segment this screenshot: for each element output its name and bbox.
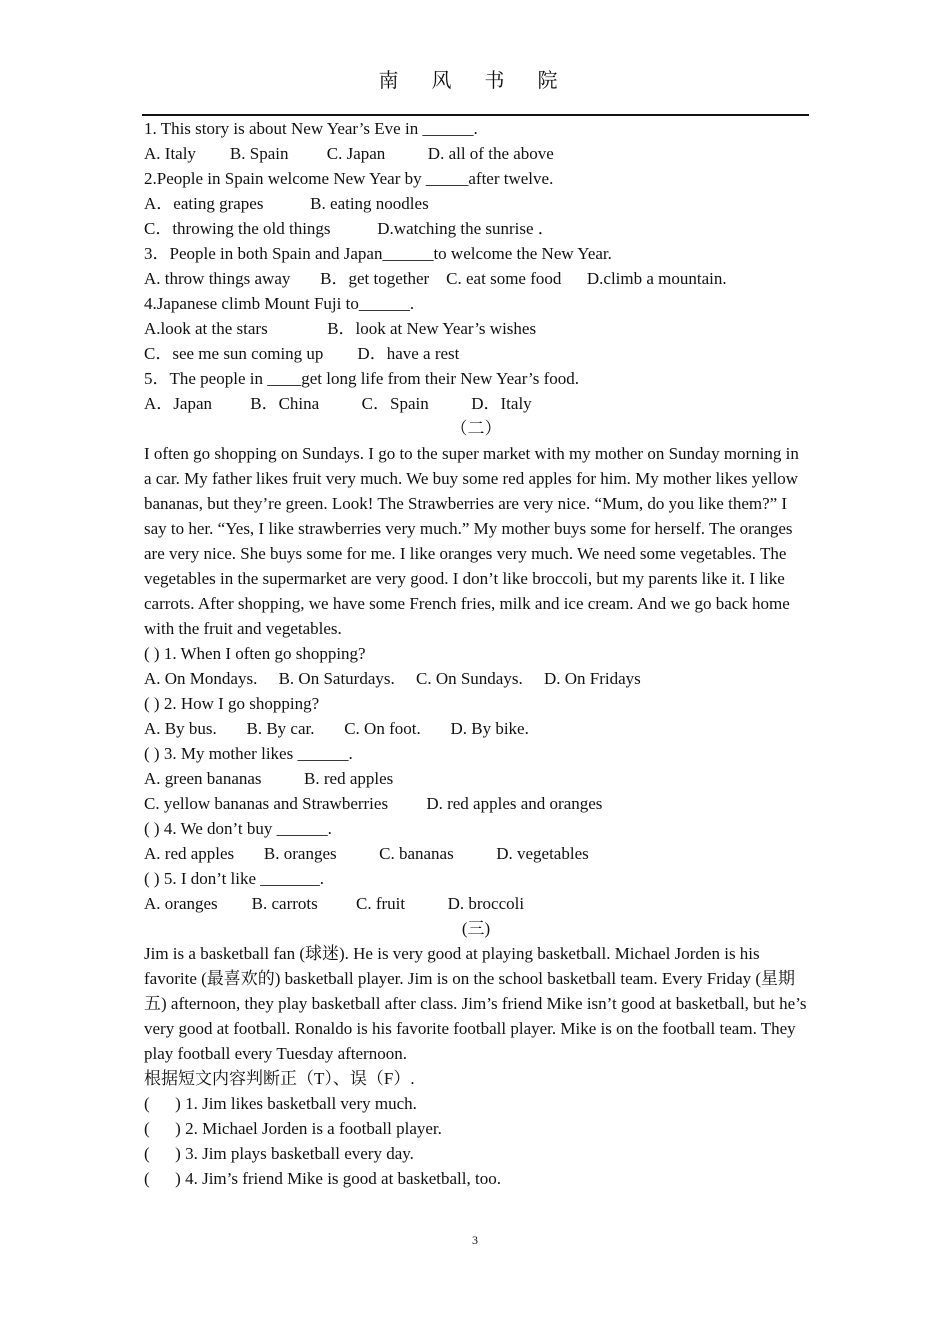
question-line: ( ) 2. How I go shopping? bbox=[144, 694, 320, 713]
question-line: ( ) 2. Michael Jorden is a football player. bbox=[144, 1119, 442, 1138]
question-line: 5．The people in ____get long life from their New Year’s food. bbox=[144, 369, 579, 388]
question-line: 3．People in both Spain and Japan______to welcome the New Year. bbox=[144, 244, 612, 263]
page-header-title: 南 风 书 院 bbox=[378, 70, 572, 92]
instruction-line: 根据短文内容判断正（T）、误（F）. bbox=[144, 1069, 415, 1088]
section-2 bbox=[144, 416, 808, 916]
options-line: C. yellow bananas and Strawberries D. red apples and oranges bbox=[144, 794, 603, 813]
document-body bbox=[144, 116, 808, 1191]
section-3 bbox=[144, 916, 808, 1191]
section-heading: （二） bbox=[450, 419, 502, 438]
question-line: ( ) 3. My mother likes ______. bbox=[144, 744, 353, 763]
question-line: ( ) 1. Jim likes basketball very much. bbox=[144, 1094, 417, 1113]
section-1 bbox=[144, 116, 808, 416]
page-number: 3 bbox=[472, 1233, 478, 1247]
options-line: A. oranges B. carrots C. fruit D. broccoli bbox=[144, 894, 525, 913]
section-heading: (三) bbox=[461, 919, 491, 938]
options-line: C．see me sun coming up D．have a rest bbox=[144, 344, 460, 363]
reading-passage: Jim is a basketball fan (球迷). He is very good at playing basketball. Michael Jorden is his favorite (最喜欢的) basketball player. Jim is on the school basketball team. Every Friday (星期五) afternoon, they play basketball after class. Jim’s friend Mike isn’t good at basketball, but he’s very good at football. Ronaldo is his favorite football player. Mike is on the football team. They play football every Tuesday afternoon. bbox=[144, 944, 807, 1063]
options-line: A．Japan B．China C．Spain D．Italy bbox=[144, 394, 532, 413]
question-line: ( ) 3. Jim plays basketball every day. bbox=[144, 1144, 414, 1163]
options-line: A．eating grapes B. eating noodles bbox=[144, 194, 429, 213]
options-line: A. Italy B. Spain C. Japan D. all of the above bbox=[144, 144, 554, 163]
question-line: ( ) 4. We don’t buy ______. bbox=[144, 819, 332, 838]
options-line: A. green bananas B. red apples bbox=[144, 769, 394, 788]
question-line: 2.People in Spain welcome New Year by _____after twelve. bbox=[144, 169, 554, 188]
options-line: A. On Mondays. B. On Saturdays. C. On Sundays. D. On Fridays bbox=[144, 669, 641, 688]
options-line: C．throwing the old things D.watching the sunrise ． bbox=[144, 219, 555, 238]
question-line: ( ) 5. I don’t like _______. bbox=[144, 869, 325, 888]
options-line: A. throw things away B．get together C. eat some food D.climb a mountain. bbox=[144, 269, 727, 288]
options-line: A. red apples B. oranges C. bananas D. vegetables bbox=[144, 844, 589, 863]
options-line: A.look at the stars B．look at New Year’s wishes bbox=[144, 319, 537, 338]
question-line: 1. This story is about New Year’s Eve in ______. bbox=[144, 119, 478, 138]
question-line: ( ) 4. Jim’s friend Mike is good at basketball, too. bbox=[144, 1169, 501, 1188]
question-line: 4.Japanese climb Mount Fuji to______. bbox=[144, 294, 415, 313]
reading-passage: I often go shopping on Sundays. I go to the super market with my mother on Sunday morning in a car. My father likes fruit very much. We buy some red apples for him. My mother likes yellow bananas, but they’re green. Look! The Strawberries are very nice. “Mum, do you like them?” I say to her. “Yes, I like strawberries very much.” My mother buys some for herself. The oranges are very nice. She buys some for me. I like oranges very much. We need some vegetables. The vegetables in the supermarket are very good. I don’t like broccoli, but my parents like it. I like carrots. After shopping, we have some French fries, milk and ice cream. And we go back home with the fruit and vegetables. bbox=[144, 444, 799, 638]
question-line: ( ) 1. When I often go shopping? bbox=[144, 644, 366, 663]
options-line: A. By bus. B. By car. C. On foot. D. By bike. bbox=[144, 719, 529, 738]
